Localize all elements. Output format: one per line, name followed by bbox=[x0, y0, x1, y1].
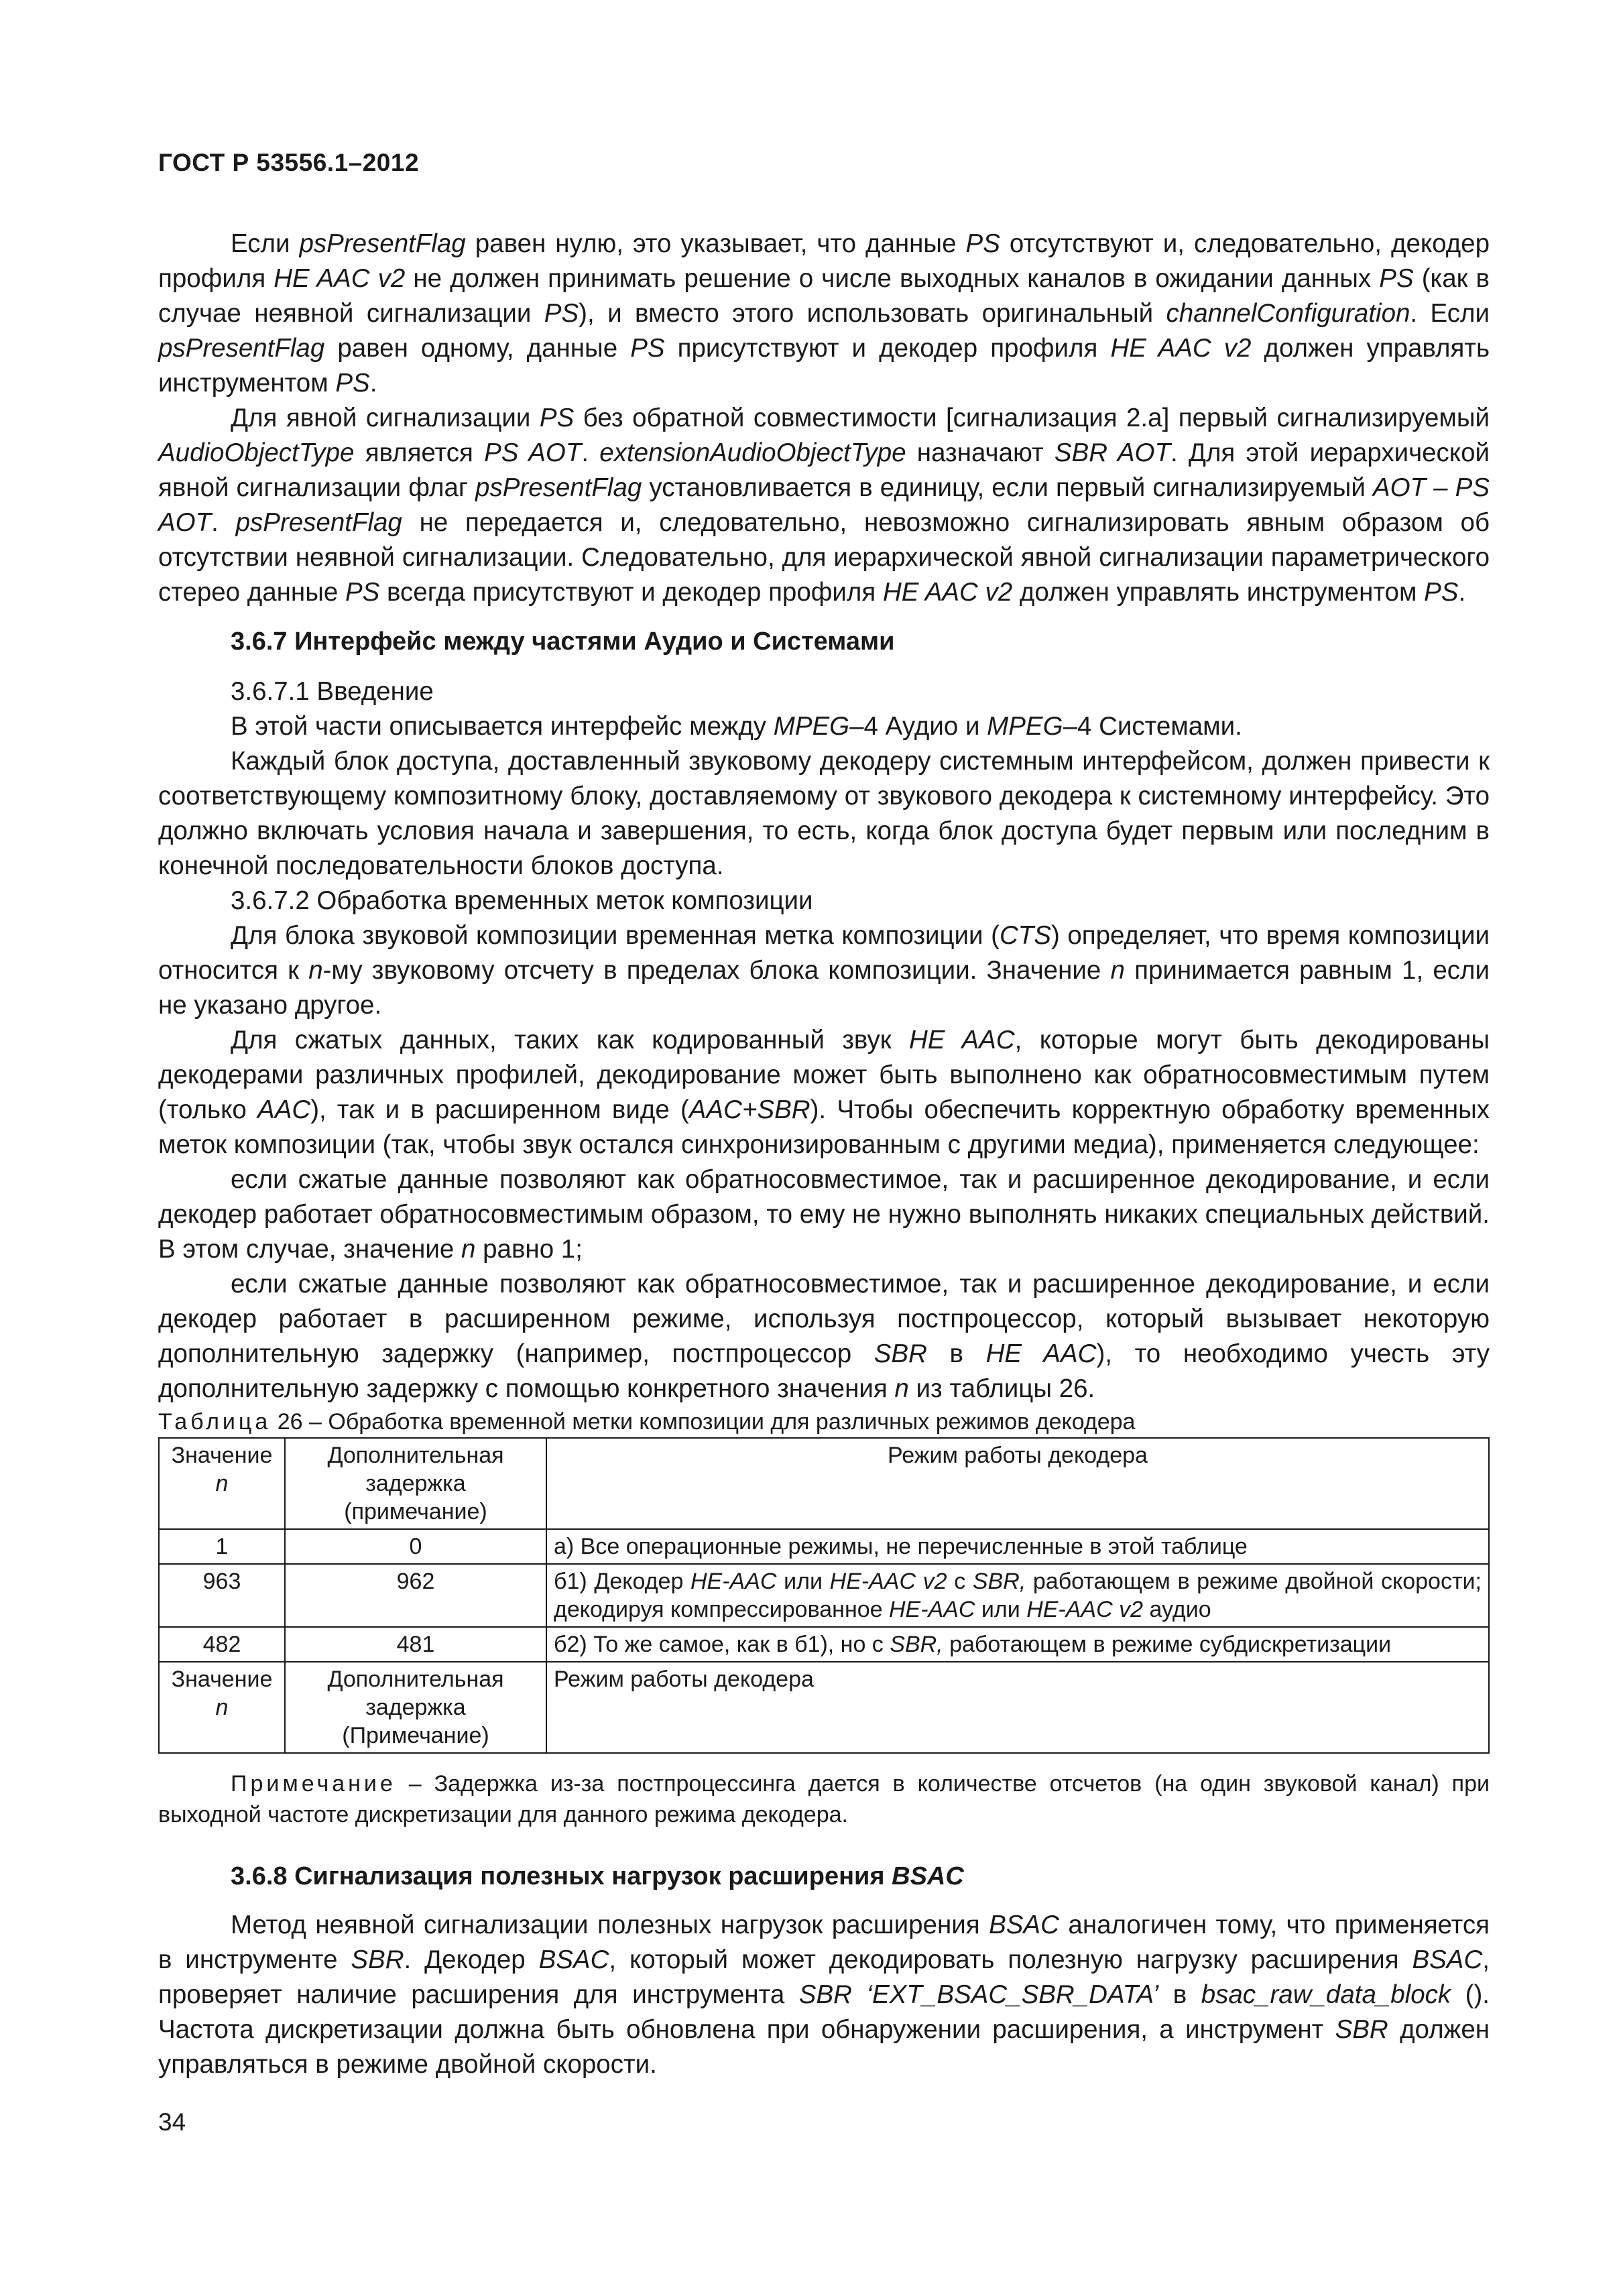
table-header-row bbox=[159, 1438, 1489, 1529]
header-cell-var: n bbox=[215, 1471, 229, 1496]
text-run: равен одному, данные bbox=[324, 334, 631, 363]
italic-term: psPresentFlag bbox=[299, 229, 466, 258]
text-run: если сжатые данные позволяют как обратносовместимое, так и расширенное декодирование, и если декодер работает в расширенном режиме, используя постпроцессор, который вызывает некоторую дополнительную задержку (например, постпроцессор bbox=[158, 1270, 1490, 1368]
text-run: . bbox=[1458, 578, 1466, 607]
italic-term: CTS bbox=[999, 921, 1051, 950]
italic-term: psPresentFlag bbox=[235, 508, 402, 537]
text-run: назначают bbox=[906, 438, 1055, 467]
text-run: или bbox=[975, 1597, 1027, 1622]
italic-term: psPresentFlag bbox=[158, 334, 325, 363]
italic-term: SBR AOT bbox=[1054, 438, 1170, 467]
text-run: –4 Аудио и bbox=[849, 712, 987, 741]
text-run: Для сжатых данных, таких как кодированный звук bbox=[231, 1026, 910, 1054]
text-run: . bbox=[211, 508, 236, 537]
text-run: ), и вместо этого использовать оригинальный bbox=[579, 299, 1166, 328]
document-header: ГОСТ Р 53556.1–2012 bbox=[158, 149, 420, 176]
italic-term: PS bbox=[544, 299, 579, 328]
italic-term: HE-AAC v2 bbox=[1026, 1597, 1144, 1622]
text-run: , проверяет наличие расширения для инструмента bbox=[158, 1945, 1490, 2009]
text-run: без обратной совместимости [сигнализация 2.а] первый сигнализируемый bbox=[574, 404, 1490, 432]
text-run: всегда присутствуют и декодер профиля bbox=[379, 578, 883, 607]
text-run: . bbox=[369, 369, 377, 398]
text-run: отсутствуют и, следовательно, декодер профиля bbox=[158, 229, 1490, 293]
cell-delay: 0 bbox=[285, 1529, 546, 1564]
table-footer-row bbox=[159, 1662, 1489, 1753]
text-run: -му звуковому отсчету в пределах блока композиции. Значение bbox=[322, 956, 1111, 985]
text-run: ), то необходимо учесть эту дополнительную задержку с помощью конкретного значения bbox=[158, 1339, 1490, 1403]
italic-term: MPEG bbox=[987, 712, 1063, 741]
text-run: В этой части описывается интерфейс между bbox=[231, 712, 774, 741]
text-run: работающем в режиме субдискретизации bbox=[943, 1632, 1392, 1657]
footer-cell-value bbox=[159, 1662, 285, 1753]
text-run: Метод неявной сигнализации полезных нагрузок расширения bbox=[231, 1911, 989, 1939]
table-row bbox=[159, 1529, 1489, 1564]
italic-term: AOT – PS AOT bbox=[158, 473, 1490, 537]
footer-cell-mode: Режим работы декодера bbox=[546, 1662, 1489, 1753]
text-run: присутствуют и декодер профиля bbox=[664, 334, 1111, 363]
paragraph bbox=[158, 709, 1490, 744]
italic-term: SBR, bbox=[890, 1632, 943, 1657]
paragraph bbox=[158, 1267, 1490, 1406]
text-run: работающем в режиме двойной скорости; декодируя компрессированное bbox=[554, 1569, 1482, 1622]
section-heading-italic: BSAC bbox=[892, 1862, 964, 1890]
italic-term: extensionAudioObjectType bbox=[599, 438, 906, 467]
italic-term: HE-AAC bbox=[690, 1569, 777, 1594]
italic-term: HE AAC v2 bbox=[274, 264, 406, 293]
text-run: не передается и, следовательно, невозможно сигнализировать явным образом об отсутствии неявной сигнализации. Следовательно, для иерархической явной сигнализации параметрического стерео данные bbox=[158, 508, 1490, 607]
text-run: . Декодер bbox=[404, 1945, 539, 1974]
italic-term: SBR, bbox=[972, 1569, 1026, 1594]
italic-term: HE AAC v2 bbox=[882, 578, 1013, 607]
table-caption-text: 26 – Обработка временной метки композиции для различных режимов декодера bbox=[271, 1409, 1136, 1435]
italic-term: AAC+SBR bbox=[688, 1095, 810, 1124]
text-run: если сжатые данные позволяют как обратносовместимое, так и расширенное декодирование, и если декодер работает обратносовместимым образом, то ему не нужно выполнять никаких специальных действий. В этом случае, значение bbox=[158, 1165, 1490, 1264]
cell-mode bbox=[546, 1564, 1489, 1627]
text-run: в bbox=[926, 1339, 986, 1368]
cell-value: 963 bbox=[159, 1564, 285, 1627]
italic-term: HE-AAC v2 bbox=[829, 1569, 947, 1594]
header-cell-mode: Режим работы декодера bbox=[546, 1438, 1489, 1529]
text-run: ). Чтобы обеспечить корректную обработку временных меток композиции (так, чтобы звук остался синхронизированным с другими медиа), применяется следующее: bbox=[158, 1095, 1490, 1159]
page-number: 34 bbox=[158, 2108, 186, 2136]
subsection-title: 3.6.7.2 Обработка временных меток композиции bbox=[231, 886, 813, 915]
text-run: в bbox=[1158, 1980, 1201, 2009]
text-run: или bbox=[776, 1569, 830, 1594]
paragraph bbox=[158, 744, 1490, 884]
text-run: не должен принимать решение о числе выходных каналов в ожидании данных bbox=[405, 264, 1380, 293]
text-run: –4 Системами. bbox=[1063, 712, 1242, 741]
header-cell-text: Значение bbox=[171, 1443, 273, 1468]
note-prefix: Примечание bbox=[231, 1771, 396, 1797]
italic-term: SBR ‘EXT_BSAC_SBR_DATA’ bbox=[798, 1980, 1159, 2009]
cell-value: 1 bbox=[159, 1529, 285, 1564]
italic-term: PS bbox=[345, 578, 380, 607]
paragraph bbox=[158, 1023, 1490, 1162]
text-run: аудио bbox=[1143, 1597, 1211, 1622]
paragraph bbox=[158, 1162, 1490, 1267]
italic-term: AudioObjectType bbox=[158, 438, 355, 467]
paragraph bbox=[158, 227, 1490, 401]
italic-term: PS bbox=[965, 229, 1000, 258]
italic-term: AAC bbox=[257, 1095, 311, 1124]
table-caption-prefix: Таблица bbox=[158, 1409, 272, 1435]
cell-mode bbox=[546, 1529, 1489, 1564]
text-run: Для явной сигнализации bbox=[231, 404, 540, 432]
text-run: Каждый блок доступа, доставленный звуковому декодеру системным интерфейсом, должен привести к соответствующему композитному блоку, доставляемому от звукового декодера к системному интерфейсу. Это должно включать условия начала и завершения, то есть, когда блок доступа будет первым или последним в конечной последовательности блоков доступа. bbox=[158, 747, 1490, 880]
text-run: (). Частота дискретизации должна быть обновлена при обнаружении расширения, а инструмент bbox=[158, 1980, 1490, 2044]
text-run: равен нулю, это указывает, что данные bbox=[465, 229, 966, 258]
italic-term: MPEG bbox=[773, 712, 850, 741]
text-run: должен управляться в режиме двойной скорости. bbox=[158, 2015, 1490, 2079]
italic-term: PS bbox=[630, 334, 665, 363]
table-26 bbox=[158, 1437, 1490, 1754]
paragraph bbox=[158, 401, 1490, 610]
text-run: . bbox=[581, 438, 600, 467]
italic-term: BSAC bbox=[1412, 1945, 1483, 1974]
italic-term: BSAC bbox=[538, 1945, 609, 1974]
text-run: с bbox=[947, 1569, 973, 1594]
footer-cell-var: n bbox=[215, 1695, 229, 1720]
header-cell-delay: Дополнительная задержка (примечание) bbox=[285, 1438, 546, 1529]
table-note bbox=[158, 1768, 1490, 1830]
text-run: должен управлять инструментом bbox=[1012, 578, 1425, 607]
italic-term: PS AOT bbox=[484, 438, 582, 467]
text-run: является bbox=[354, 438, 485, 467]
text-run: должен управлять инструментом bbox=[158, 334, 1490, 398]
text-run: а) Все операционные режимы, не перечисленные в этой таблице bbox=[554, 1534, 1248, 1559]
document-body bbox=[158, 227, 1490, 2082]
text-run: . Если bbox=[1410, 299, 1490, 328]
header-cell-value bbox=[159, 1438, 285, 1529]
italic-term: PS bbox=[539, 404, 575, 432]
footer-cell-text: Значение bbox=[171, 1667, 273, 1692]
paragraph bbox=[158, 918, 1490, 1023]
text-run: Если bbox=[231, 229, 300, 258]
text-run: , которые могут быть декодированы декодерами различных профилей, декодирование может быть выполнено как обратносовместимым путем (только bbox=[158, 1026, 1490, 1124]
text-run: (как в случае неявной сигнализации bbox=[158, 264, 1490, 328]
text-run: из таблицы 26. bbox=[908, 1374, 1095, 1403]
paragraph bbox=[158, 1908, 1490, 2082]
italic-term: PS bbox=[335, 369, 370, 398]
text-run: , который может декодировать полезную нагрузку расширения bbox=[609, 1945, 1412, 1974]
footer-cell-delay: Дополнительная задержка (Примечание) bbox=[285, 1662, 546, 1753]
text-run: б1) Декодер bbox=[554, 1569, 690, 1594]
table-caption bbox=[158, 1406, 1490, 1437]
section-heading-text: 3.6.8 Сигнализация полезных нагрузок расширения bbox=[231, 1862, 892, 1890]
section-heading bbox=[158, 1860, 1490, 1893]
text-run: принимается равным 1, если не указано другое. bbox=[158, 956, 1490, 1020]
text-run: . Для этой иерархической явной сигнализации флаг bbox=[158, 438, 1490, 502]
italic-term: HE AAC bbox=[909, 1026, 1015, 1054]
italic-term: n bbox=[1110, 956, 1125, 985]
italic-term: SBR bbox=[351, 1945, 404, 1974]
text-run: аналогичен тому, что применяется в инструменте bbox=[158, 1911, 1490, 1974]
cell-mode bbox=[546, 1627, 1489, 1662]
text-run: ), так и в расширенном виде ( bbox=[310, 1095, 689, 1124]
italic-term: SBR bbox=[874, 1339, 927, 1368]
text-run: установливается в единицу, если первый сигнализируемый bbox=[642, 473, 1373, 502]
italic-term: SBR bbox=[1335, 2015, 1388, 2044]
text-run: равно 1; bbox=[475, 1235, 583, 1264]
italic-term: HE-AAC bbox=[889, 1597, 975, 1622]
italic-term: BSAC bbox=[989, 1911, 1059, 1939]
italic-term: channelConfiguration bbox=[1166, 299, 1410, 328]
table-row bbox=[159, 1627, 1489, 1662]
text-run: Для блока звуковой композиции временная метка композиции ( bbox=[231, 921, 1000, 950]
italic-term: n bbox=[894, 1374, 909, 1403]
cell-delay: 962 bbox=[285, 1564, 546, 1627]
italic-term: n bbox=[461, 1235, 476, 1264]
italic-term: n bbox=[308, 956, 323, 985]
italic-term: PS bbox=[1379, 264, 1414, 293]
cell-value: 482 bbox=[159, 1627, 285, 1662]
table-row bbox=[159, 1564, 1489, 1627]
text-run: б2) То же самое, как в б1), но с bbox=[554, 1632, 890, 1657]
italic-term: PS bbox=[1424, 578, 1459, 607]
cell-delay: 481 bbox=[285, 1627, 546, 1662]
section-heading: 3.6.7 Интерфейс между частями Аудио и Системами bbox=[231, 627, 895, 656]
italic-term: HE AAC v2 bbox=[1110, 334, 1252, 363]
italic-term: psPresentFlag bbox=[475, 473, 642, 502]
italic-term: HE AAC bbox=[985, 1339, 1097, 1368]
note-text: – Задержка из-за постпроцессинга дается в количестве отсчетов (на один звуковой канал) при выходной частоте дискретизации для данного режима декодера. bbox=[158, 1771, 1490, 1827]
subsection-title: 3.6.7.1 Введение bbox=[231, 677, 434, 706]
italic-term: bsac_raw_data_block bbox=[1201, 1980, 1451, 2009]
text-run: ) определяет, что время композиции относится к bbox=[158, 921, 1490, 985]
